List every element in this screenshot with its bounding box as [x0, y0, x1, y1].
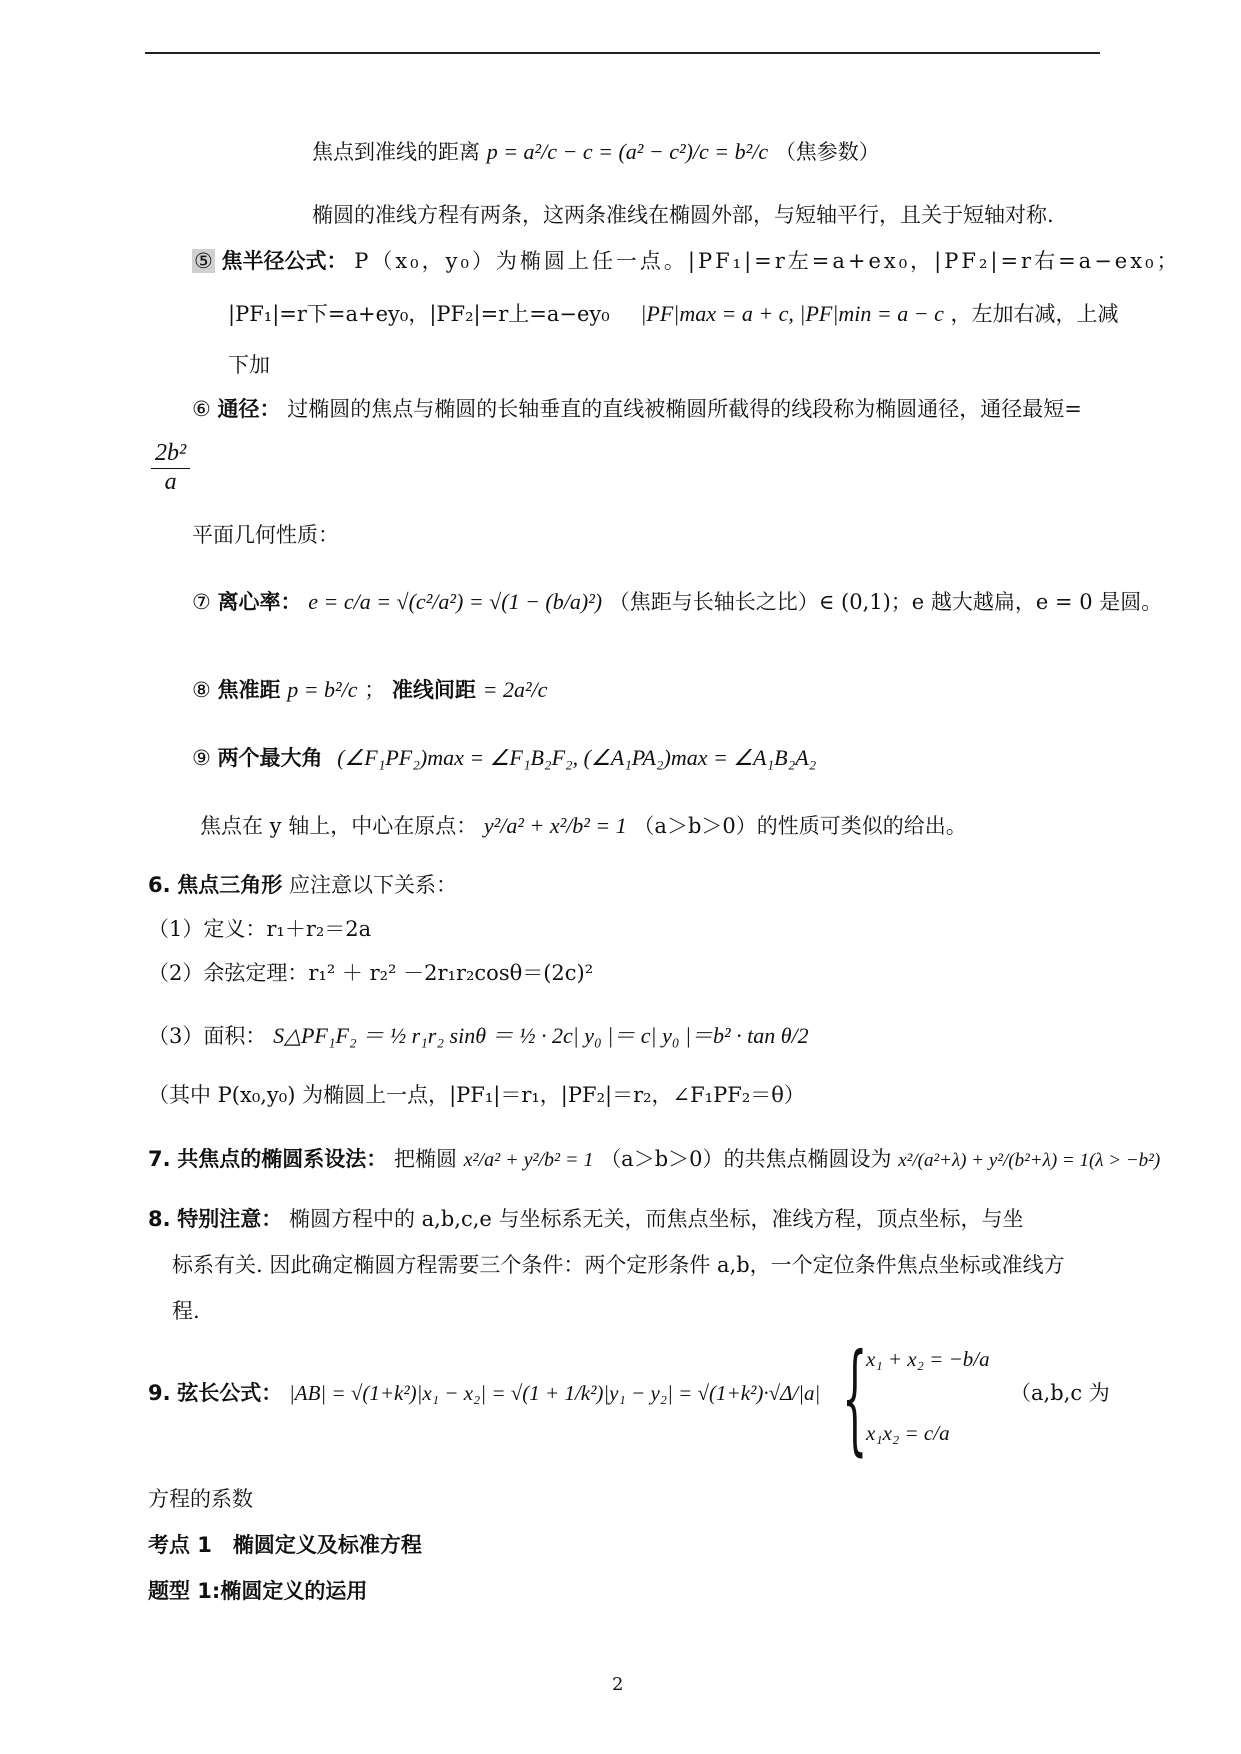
formula-ellipse: x²/a² + y²/b² = 1	[463, 1149, 594, 1171]
item-number: ⑤	[194, 249, 213, 273]
text: |PF₁|=r下=a+ey₀，|PF₂|=r上=a−ey₀	[228, 302, 610, 326]
text: 椭圆方程中的 a,b,c,e 与坐标系无关，而焦点坐标，准线方程，顶点坐标，与坐	[288, 1207, 1024, 1231]
item-number: 7.	[148, 1147, 171, 1171]
line-special-note	[148, 1206, 1024, 1233]
line-special-note-end: 程.	[172, 1299, 200, 1323]
text: P（x₀，y₀）为椭圆上任一点。|PF₁|=r左=a+ex₀，|PF₂|=r右=a−ex₀；	[354, 249, 1181, 273]
formula-pf-range: |PF|max = a + c, |PF|min = a − c	[640, 301, 944, 326]
formula-directrix-distance: = 2a²/c	[482, 677, 548, 702]
item-number: ⑦	[192, 590, 211, 614]
formula-area: S△PF₁F₂ ＝ ½ r₁r₂ sinθ ＝ ½ · 2c| y₀ |＝ c| y₀ |＝b² · tan θ/2	[273, 1023, 809, 1048]
item-number: ⑥	[192, 397, 211, 421]
line-directrix: 椭圆的准线方程有两条，这两条准线在椭圆外部，与短轴平行，且关于短轴对称.	[312, 203, 1054, 227]
item-title: 通径：	[217, 397, 281, 421]
item-title: 焦半径公式：	[221, 249, 348, 273]
line-eccentricity	[192, 588, 1162, 617]
line-coefficients: 方程的系数	[148, 1487, 253, 1511]
text: 焦点到准线的距离	[312, 140, 480, 164]
latus-rectum-fraction	[148, 440, 193, 496]
item-title: 共焦点的椭圆系设法：	[177, 1147, 388, 1171]
item-title: 焦点三角形	[177, 873, 283, 897]
line-max-angles	[192, 744, 816, 773]
formula-max-angles: (∠F₁PF₂)max = ∠F₁B₂F₂, (∠A₁PA₂)max = ∠A₁B₂A₂	[337, 745, 817, 770]
formula-y-ellipse: y²/a² + x²/b² = 1	[483, 813, 627, 838]
line-cosine-law: （2）余弦定理：r₁² ＋ r₂² －2r₁r₂cosθ＝(2c)²	[148, 961, 594, 985]
line-chord-note: （a,b,c 为	[1010, 1381, 1110, 1405]
text: 把椭圆	[393, 1147, 457, 1171]
item-number: 6.	[148, 873, 171, 897]
line-chord-length	[148, 1380, 820, 1407]
item-title: 离心率：	[217, 590, 302, 614]
vieta-product: x₁x₂ = c/a	[866, 1421, 950, 1445]
item-number: ⑨	[192, 746, 211, 770]
line-focal-parameter	[312, 138, 880, 167]
text: （a＞b＞0）的共焦点椭圆设为	[600, 1147, 892, 1171]
item-title: 特别注意：	[177, 1207, 283, 1231]
line-focal-directrix: ⑧ 焦准距 p = b²/c ； 准线间距 = 2a²/c	[192, 677, 548, 702]
denominator: a	[164, 468, 177, 495]
line-focal-radius	[192, 248, 1181, 275]
text: ，左加右减，上减	[950, 302, 1119, 326]
formula-p: p = b²/c	[287, 677, 358, 702]
line-definition: （1）定义：r₁＋r₂＝2a	[148, 917, 372, 941]
text: （a＞b＞0）的性质可类似的给出。	[633, 814, 967, 838]
item-title: 弦长公式：	[177, 1381, 283, 1405]
page-number: 2	[612, 1674, 624, 1695]
subsection-heading: 题型 1:椭圆定义的运用	[148, 1579, 368, 1603]
item-title: 两个最大角	[217, 746, 323, 770]
text: （焦距与长轴长之比）∈ (0,1)；e 越大越扁，e = 0 是圆。	[608, 590, 1163, 614]
line-plane-geometry: 平面几何性质：	[192, 523, 339, 547]
formula-focal-parameter: p = a²/c − c = (a² − c²)/c = b²/c	[486, 139, 769, 164]
item-title: 准线间距	[391, 678, 476, 702]
formula-confocal: x²/(a²+λ) + y²/(b²+λ) = 1(λ > −b²)	[898, 1150, 1161, 1171]
line-area-note: （其中 P(x₀,y₀) 为椭圆上一点，|PF₁|＝r₁，|PF₂|＝r₂，∠F₁PF₂＝θ）	[148, 1083, 805, 1107]
section-heading: 考点 1 椭圆定义及标准方程	[148, 1533, 422, 1557]
line-area	[148, 1022, 809, 1051]
item-number: 9.	[148, 1381, 171, 1405]
text: 应注意以下关系：	[288, 873, 457, 897]
formula-eccentricity: e = c/a = √(c²/a²) = √(1 − (b/a)²)	[308, 589, 603, 614]
item-number: 8.	[148, 1207, 171, 1231]
brace-icon: {	[842, 1331, 868, 1469]
item-title: 焦准距	[217, 678, 281, 702]
formula-chord-length: |AB| = √(1+k²)|x₁ − x₂| = √(1 + 1/k²)|y₁ − y₂| = √(1+k²)·√Δ/|a|	[288, 1381, 821, 1405]
line-latus-rectum	[192, 396, 1082, 423]
text: （焦参数）	[774, 140, 880, 164]
line-focal-radius-y	[228, 300, 1119, 329]
line-y-axis-case	[200, 812, 967, 841]
text: 过椭圆的焦点与椭圆的长轴垂直的直线被椭圆所截得的线段称为椭圆通径，通径最短=	[287, 397, 1082, 421]
line-confocal	[148, 1146, 1160, 1174]
header-rule	[145, 52, 1100, 54]
fraction	[151, 440, 190, 496]
item-number: ⑧	[192, 678, 211, 702]
line-focal-triangle	[148, 872, 457, 899]
line-continuation: 下加	[228, 353, 270, 377]
vieta-sum: x₁ + x₂ = −b/a	[866, 1347, 990, 1371]
text: （3）面积：	[148, 1024, 267, 1048]
line-special-note-cont: 标系有关. 因此确定椭圆方程需要三个条件：两个定形条件 a,b，一个定位条件焦点坐标或准线方	[172, 1253, 1065, 1277]
text: 焦点在 y 轴上，中心在原点：	[200, 814, 478, 838]
numerator: 2b²	[151, 440, 190, 469]
